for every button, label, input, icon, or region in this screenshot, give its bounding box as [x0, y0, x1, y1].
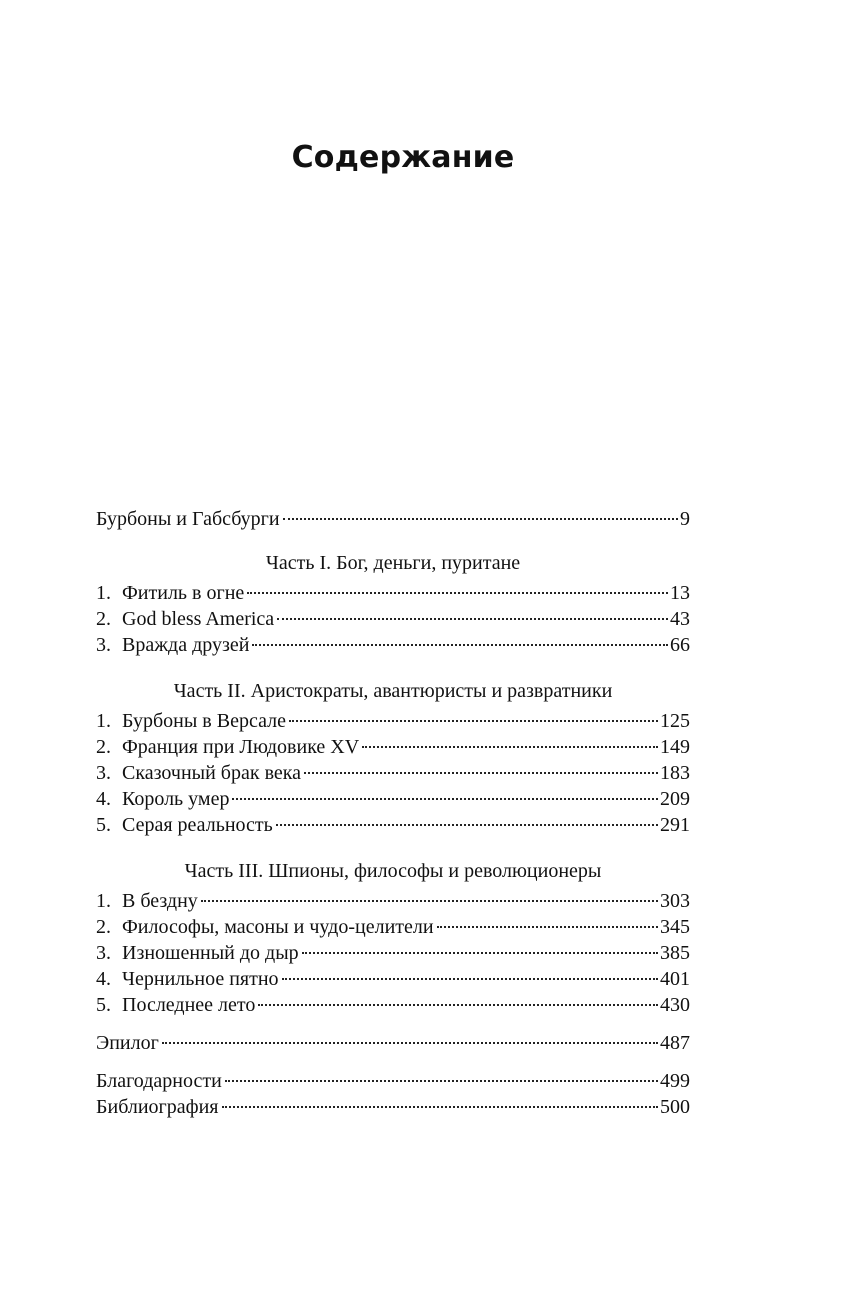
- toc-entry-chapter[interactable]: [96, 708, 690, 734]
- page-title: Содержание: [291, 140, 515, 175]
- page-number: 209: [660, 788, 690, 810]
- entry-label: Чернильное пятно: [122, 968, 279, 990]
- chapter-number: 1.: [96, 582, 111, 604]
- dot-leader: [302, 952, 658, 954]
- toc-entry-chapter[interactable]: [96, 812, 690, 838]
- dot-leader: [289, 720, 658, 722]
- part-heading-2: Часть II. Аристократы, авантюристы и развратники: [173, 680, 613, 702]
- dot-leader: [276, 824, 658, 826]
- dot-leader: [282, 978, 658, 980]
- entry-label: Бурбоны и Габсбурги: [96, 508, 280, 530]
- entry-label: Фитиль в огне: [122, 582, 245, 604]
- chapter-number: 5.: [96, 814, 111, 836]
- toc-entry-intro[interactable]: [96, 506, 690, 532]
- page-number: 500: [660, 1096, 690, 1118]
- entry-label: Изношенный до дыр: [122, 942, 299, 964]
- entry-label: Франция при Людовике XV: [122, 736, 360, 758]
- dot-leader: [283, 518, 678, 520]
- entry-label: Библиография: [96, 1096, 219, 1118]
- chapter-number: 4.: [96, 968, 111, 990]
- chapter-number: 3.: [96, 762, 111, 784]
- dot-leader: [252, 644, 668, 646]
- entry-label: Благодарности: [96, 1070, 222, 1092]
- chapter-number: 1.: [96, 710, 111, 732]
- toc-entry-epilog[interactable]: [96, 1030, 690, 1056]
- entry-label: God bless America: [122, 608, 275, 630]
- toc-entry-acknowledgements[interactable]: [96, 1068, 690, 1094]
- toc-entry-chapter[interactable]: [96, 580, 690, 606]
- toc-entry-chapter[interactable]: [96, 734, 690, 760]
- chapter-number: 5.: [96, 994, 111, 1016]
- part-heading-3: Часть III. Шпионы, философы и революционеры: [184, 860, 602, 882]
- page-number: 125: [660, 710, 690, 732]
- toc-entry-chapter[interactable]: [96, 940, 690, 966]
- dot-leader: [437, 926, 658, 928]
- toc-entry-chapter[interactable]: [96, 914, 690, 940]
- page-number: 66: [670, 634, 690, 656]
- entry-label: Последнее лето: [122, 994, 256, 1016]
- dot-leader: [247, 592, 668, 594]
- page-number: 499: [660, 1070, 690, 1092]
- entry-label: Бурбоны в Версале: [122, 710, 286, 732]
- entry-label: В бездну: [122, 890, 198, 912]
- dot-leader: [304, 772, 658, 774]
- dot-leader: [232, 798, 658, 800]
- entry-label: Серая реальность: [122, 814, 273, 836]
- dot-leader: [162, 1042, 658, 1044]
- entry-label: Эпилог: [96, 1032, 159, 1054]
- entry-label: Философы, масоны и чудо-целители: [122, 916, 434, 938]
- toc-entry-chapter[interactable]: [96, 606, 690, 632]
- chapter-number: 1.: [96, 890, 111, 912]
- page-number: 9: [680, 508, 690, 530]
- chapter-number: 2.: [96, 916, 111, 938]
- page-number: 43: [670, 608, 690, 630]
- entry-label: Король умер: [122, 788, 230, 810]
- chapter-number: 4.: [96, 788, 111, 810]
- dot-leader: [277, 618, 668, 620]
- page-number: 303: [660, 890, 690, 912]
- toc-entry-chapter[interactable]: [96, 632, 690, 658]
- page-number: 345: [660, 916, 690, 938]
- chapter-number: 2.: [96, 608, 111, 630]
- page-number: 13: [670, 582, 690, 604]
- page-number: 430: [660, 994, 690, 1016]
- chapter-number: 3.: [96, 942, 111, 964]
- page-number: 149: [660, 736, 690, 758]
- dot-leader: [258, 1004, 658, 1006]
- toc-entry-chapter[interactable]: [96, 888, 690, 914]
- part-heading-1: Часть I. Бог, деньги, пуритане: [265, 552, 521, 574]
- dot-leader: [362, 746, 658, 748]
- page-number: 291: [660, 814, 690, 836]
- page-number: 385: [660, 942, 690, 964]
- page-number: 401: [660, 968, 690, 990]
- toc-entry-chapter[interactable]: [96, 760, 690, 786]
- toc-entry-chapter[interactable]: [96, 966, 690, 992]
- page-number: 183: [660, 762, 690, 784]
- table-of-contents: [96, 506, 690, 1120]
- toc-entry-bibliography[interactable]: [96, 1094, 690, 1120]
- chapter-number: 3.: [96, 634, 111, 656]
- chapter-number: 2.: [96, 736, 111, 758]
- entry-label: Вражда друзей: [122, 634, 250, 656]
- entry-label: Сказочный брак века: [122, 762, 302, 784]
- toc-entry-chapter[interactable]: [96, 992, 690, 1018]
- dot-leader: [225, 1080, 658, 1082]
- toc-entry-chapter[interactable]: [96, 786, 690, 812]
- dot-leader: [222, 1106, 659, 1108]
- dot-leader: [201, 900, 658, 902]
- page-number: 487: [660, 1032, 690, 1054]
